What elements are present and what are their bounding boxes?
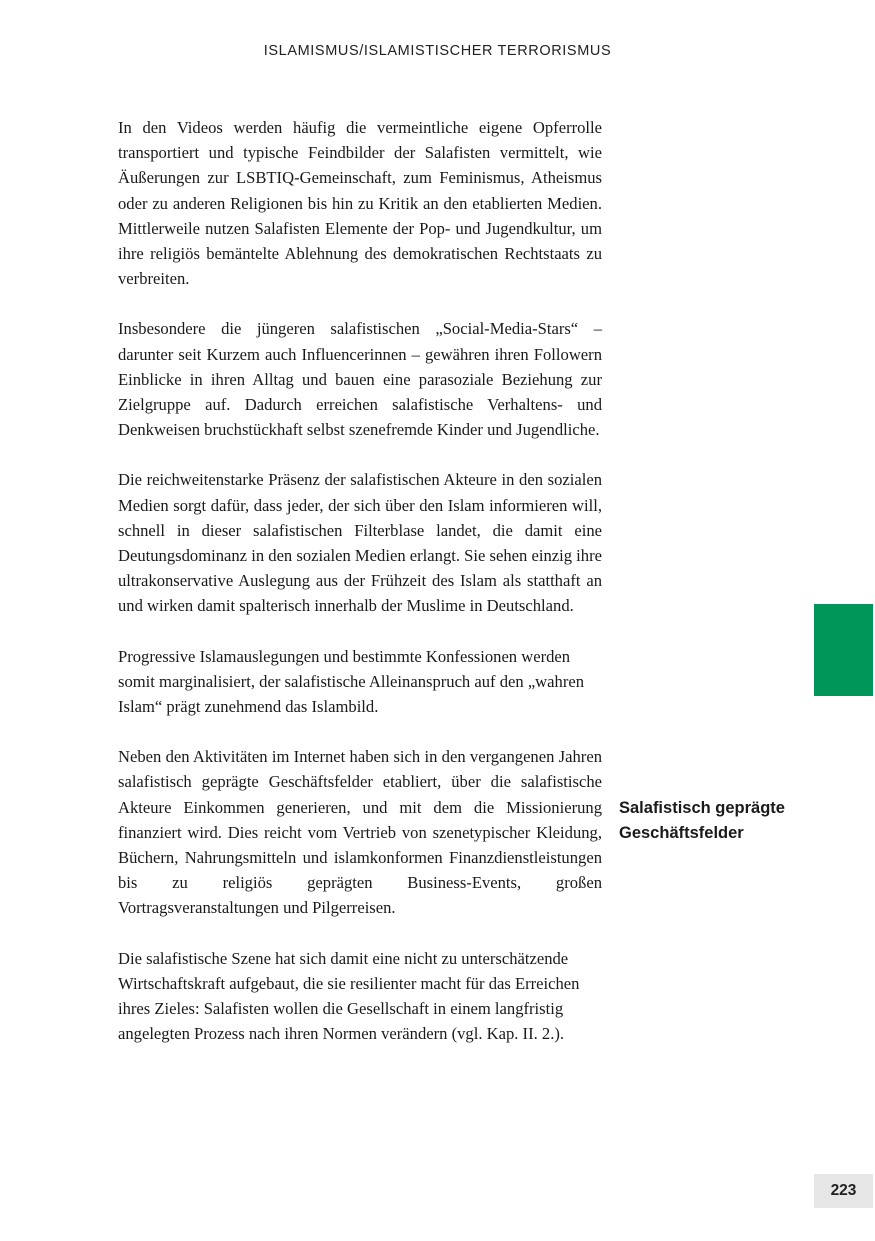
margin-heading-line-1: Salafistisch geprägte (619, 799, 785, 817)
paragraph-business-fields: Neben den Aktivitäten im Internet haben sich in den vergangenen Jahren salafistisch geprägte Geschäftsfelder etabliert, über die salafistische Akteure Einkommen generieren, und mit dem die Missionierung finanziert wird. Dies reicht vom Vertrieb von szenetypischer Kleidung, Büchern, Nahrungsmitteln und islamkonformen Finanzdienstleistungen bis zu religiös geprägten Business-Events, großen Vortragsveranstaltungen und Pilgerreisen. (118, 747, 602, 918)
paragraph-marginalization: Progressive Islamauslegungen und bestimmte Konfessionen werden somit marginalisiert, der salafistische Alleinanspruch auf den „wahren Islam“ prägt zunehmend das Islambild. (118, 646, 585, 717)
running-header: ISLAMISMUS/ISLAMISTISCHER TERRORISMUS (263, 43, 612, 59)
page-number: 223 (814, 1174, 873, 1208)
paragraph-social-media-stars: Insbesondere die jüngeren salafistischen „Social-Media-Stars“ – darunter seit Kurzem auch Influencerinnen – gewähren ihren Followern Einblicke in ihren Alltag und bauen eine parasoziale Beziehung zur Zielgruppe auf. Dadurch erreichen salafistische Verhaltens- und Denkweisen bruchstückhaft selbst szenefremde Kinder und Jugendliche. (118, 319, 602, 440)
chapter-tab-marker (814, 604, 873, 696)
margin-heading (619, 796, 859, 846)
paragraph-videos: In den Videos werden häufig die vermeintliche eigene Opferrolle transportiert und typische Feindbilder der Salafisten vermittelt, wie Äußerungen zur LSBTIQ-Gemeinschaft, zum Feminismus, Atheismus oder zu anderen Religionen bis hin zu Kritik an den etablierten Medien. Mittlerweile nutzen Salafisten Elemente der Pop- und Jugendkultur, um ihre religiös bemäntelte Ablehnung des demokratischen Rechtstaats zu verbreiten. (118, 118, 602, 289)
main-text-column (118, 115, 602, 1072)
paragraph-economic-power: Die salafistische Szene hat sich damit eine nicht zu unterschätzende Wirtschaftskraft aufgebaut, die sie resilienter macht für das Erreichen ihres Zieles: Salafisten wollen die Gesellschaft in einem langfristig angelegten Prozess nach ihren Normen verändern (vgl. Kap. II. 2.). (118, 948, 580, 1044)
margin-heading-line-2: Geschäftsfelder (619, 824, 744, 842)
paragraph-filter-bubble: Die reichweitenstarke Präsenz der salafistischen Akteure in den sozialen Medien sorgt dafür, dass jeder, der sich über den Islam informieren will, schnell in dieser salafistischen Filterblase landet, die damit eine Deutungsdominanz in den sozialen Medien erlangt. Sie sehen einzig ihre ultrakonservative Auslegung aus der Frühzeit des Islam als statthaft an und wirken damit spalterisch innerhalb der Muslime in Deutschland. (118, 470, 602, 616)
